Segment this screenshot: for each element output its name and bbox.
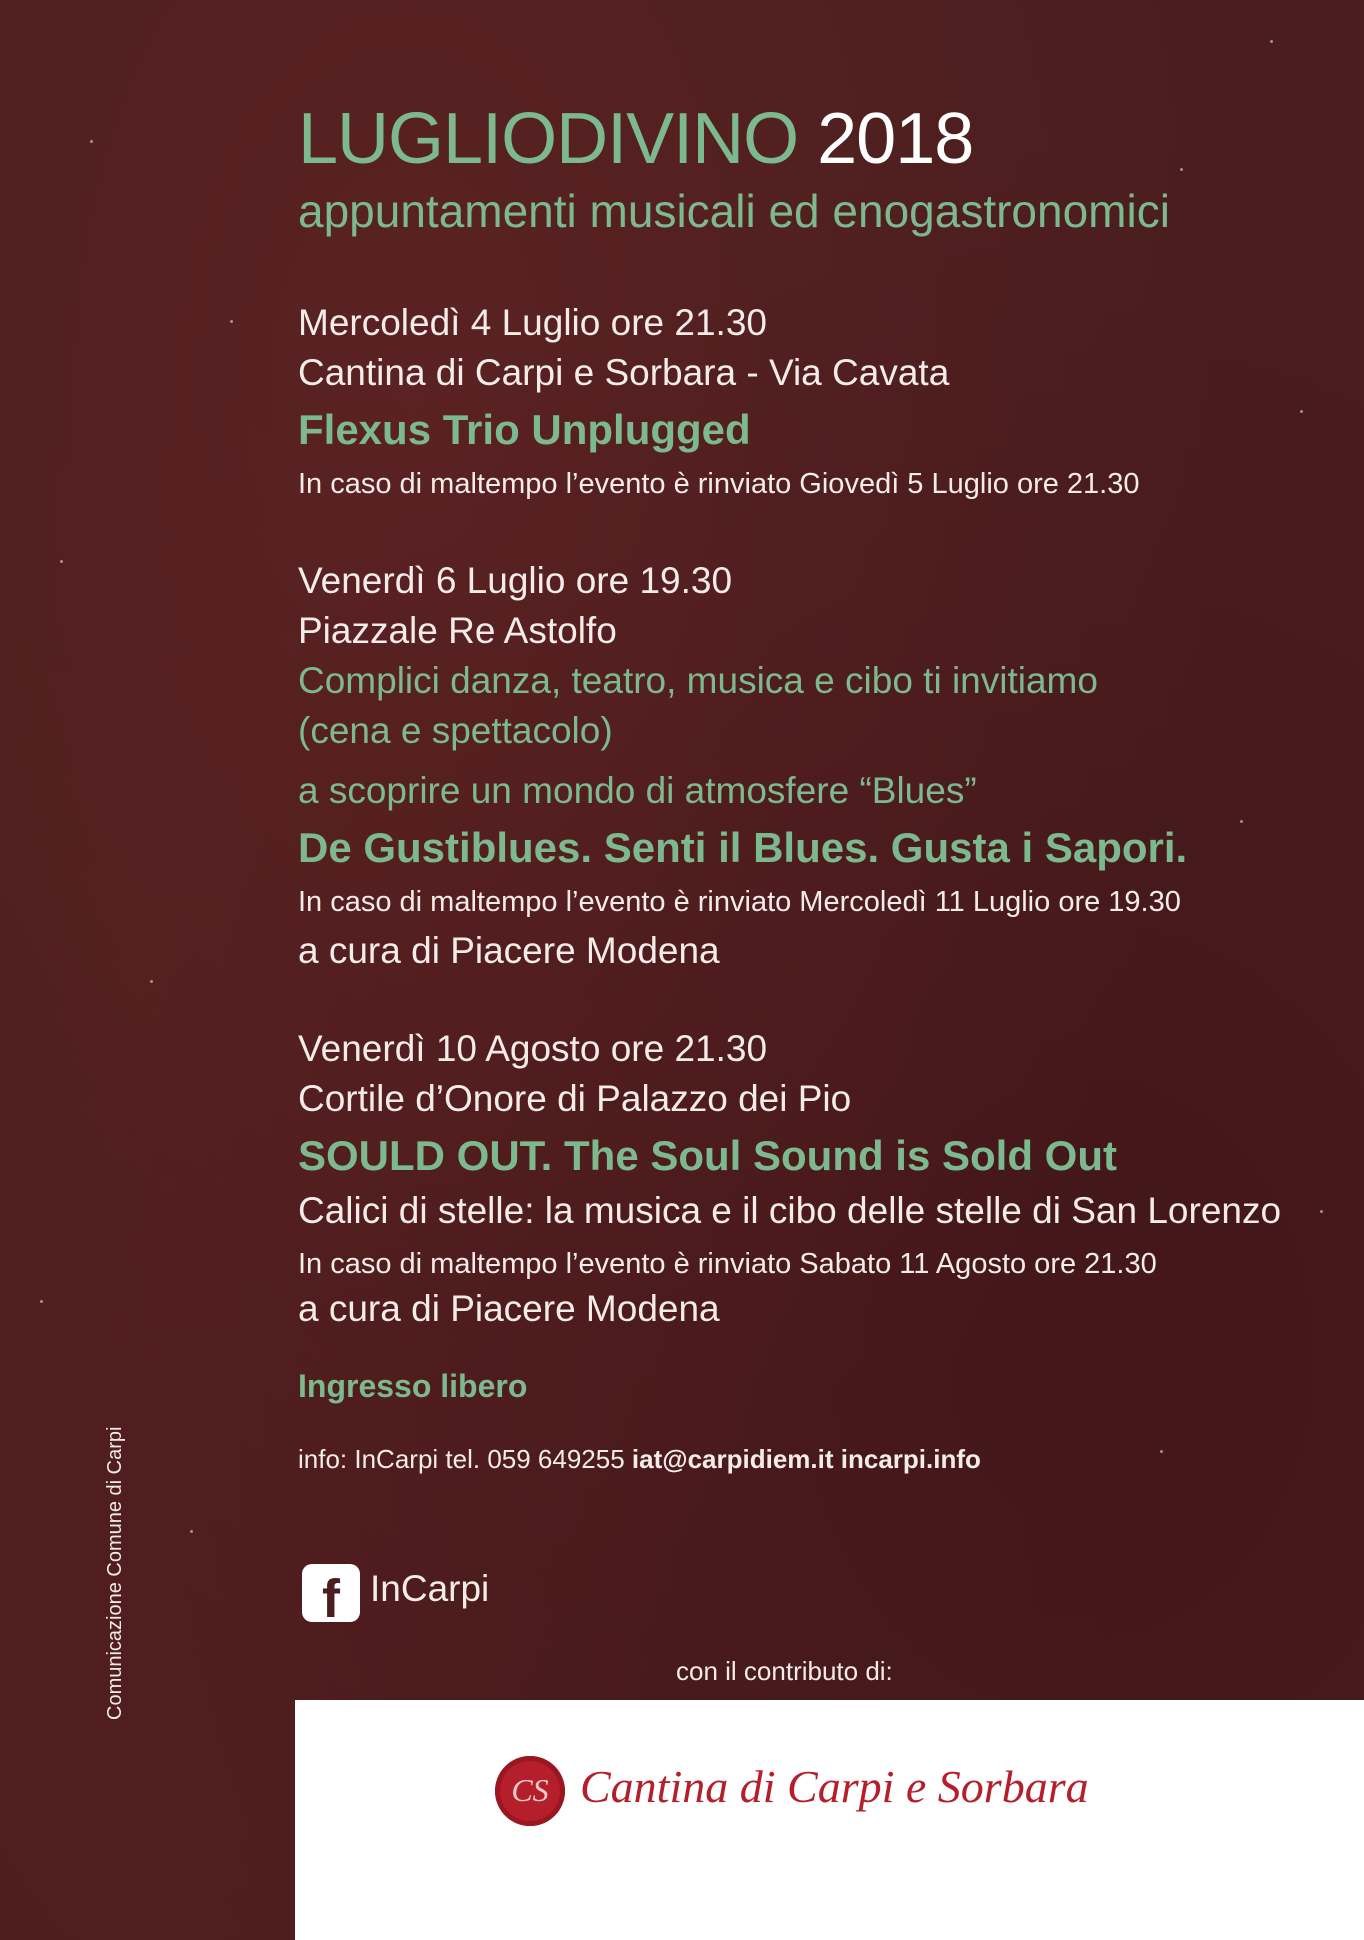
event-2-desc-3: a scoprire un mondo di atmosfere “Blues” [298,770,977,811]
event-3-date: Venerdì 10 Agosto ore 21.30 [298,1028,768,1069]
event-1-place: Cantina di Carpi e Sorbara - Via Cavata [298,352,950,393]
sponsor-band [295,1700,1364,1940]
contact-info [298,1444,981,1475]
event-2-place: Piazzale Re Astolfo [298,610,617,651]
subtitle: appuntamenti musicali ed enogastronomici [298,185,1170,237]
event-2-desc-2: (cena e spettacolo) [298,710,613,751]
contact-info-prefix: info: InCarpi tel. 059 649255 [298,1444,632,1474]
event-3-curated: a cura di Piacere Modena [298,1288,720,1329]
event-1-title: Flexus Trio Unplugged [298,406,751,453]
sponsor-logo-text: Cantina di Carpi e Sorbara [580,1761,1089,1812]
event-2-curated: a cura di Piacere Modena [298,930,720,971]
event-2-title: De Gustiblues. Senti il Blues. Gusta i Sapori. [298,824,1188,871]
event-2-date: Venerdì 6 Luglio ore 19.30 [298,560,733,601]
entry-note: Ingresso libero [298,1368,528,1404]
contact-links[interactable]: iat@carpidiem.it incarpi.info [631,1444,981,1474]
facebook-label[interactable]: InCarpi [370,1568,490,1609]
event-3-desc: Calici di stelle: la musica e il cibo delle stelle di San Lorenzo [298,1190,1282,1231]
event-3-rain-note: In caso di maltempo l’evento è rinviato Sabato 11 Agosto ore 21.30 [298,1248,1157,1280]
event-1-rain-note: In caso di maltempo l’evento è rinviato Giovedì 5 Luglio ore 21.30 [298,468,1140,500]
contribution-label: con il contributo di: [676,1656,893,1686]
event-2-rain-note: In caso di maltempo l’evento è rinviato Mercoledì 11 Luglio ore 19.30 [298,886,1181,918]
page-title [298,98,973,180]
event-1-date: Mercoledì 4 Luglio ore 21.30 [298,302,767,343]
event-3-title: SOULD OUT. The Soul Sound is Sold Out [298,1132,1117,1179]
event-2-desc-1: Complici danza, teatro, musica e cibo ti invitiamo [298,660,1098,701]
sponsor-seal-icon: CS [495,1756,565,1826]
side-credit: Comunicazione Comune di Carpi [104,1426,126,1720]
title-year: 2018 [817,99,974,179]
event-3-place: Cortile d’Onore di Palazzo dei Pio [298,1078,852,1119]
title-main: LUGLIODIVINO [298,99,799,179]
facebook-icon[interactable]: f [302,1564,360,1622]
